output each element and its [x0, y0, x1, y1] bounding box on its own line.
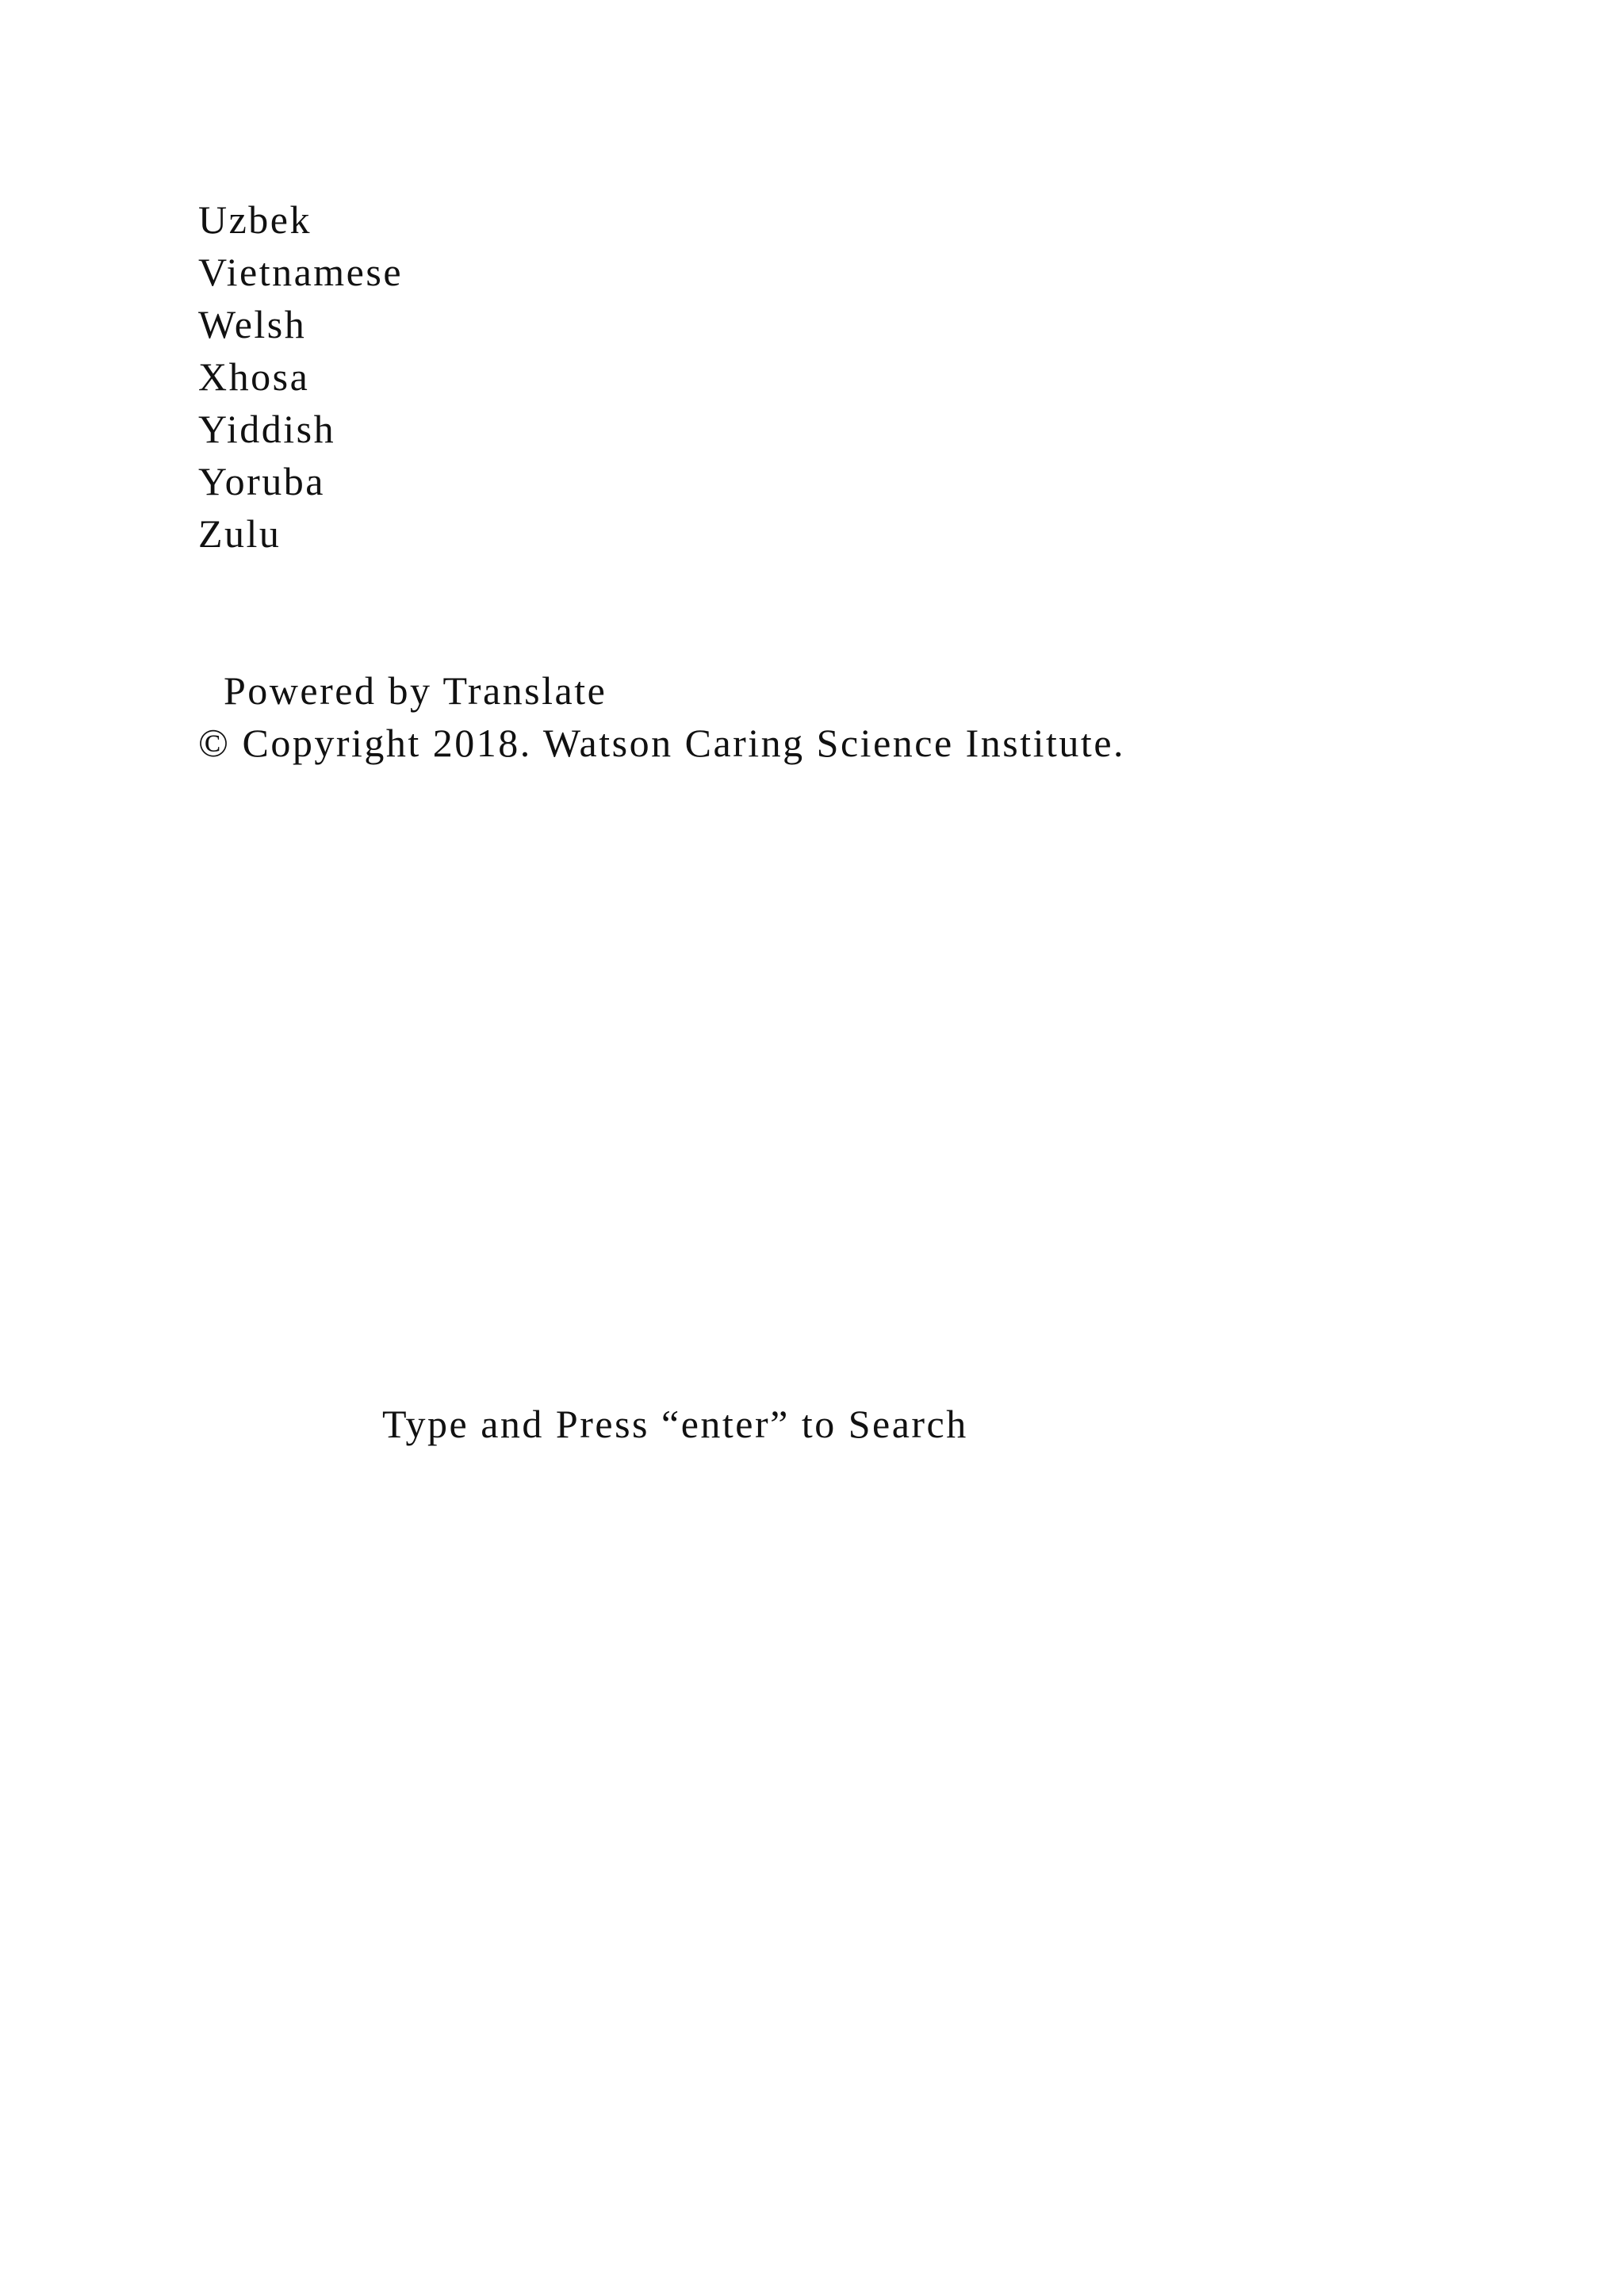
language-item-xhosa[interactable]: Xhosa	[198, 354, 310, 399]
copyright-text: © Copyright 2018. Watson Caring Science Institute.	[198, 721, 1126, 765]
language-list	[198, 193, 403, 560]
search-hint-text: Type and Press “enter” to Search	[382, 1402, 968, 1446]
language-item-zulu[interactable]: Zulu	[198, 511, 282, 556]
powered-by-translate-link[interactable]: Powered by Translate	[224, 668, 607, 713]
language-item-welsh[interactable]: Welsh	[198, 302, 307, 346]
language-item-yoruba[interactable]: Yoruba	[198, 459, 325, 503]
language-item-uzbek[interactable]: Uzbek	[198, 197, 312, 242]
language-item-yiddish[interactable]: Yiddish	[198, 407, 336, 451]
language-item-vietnamese[interactable]: Vietnamese	[198, 250, 404, 294]
